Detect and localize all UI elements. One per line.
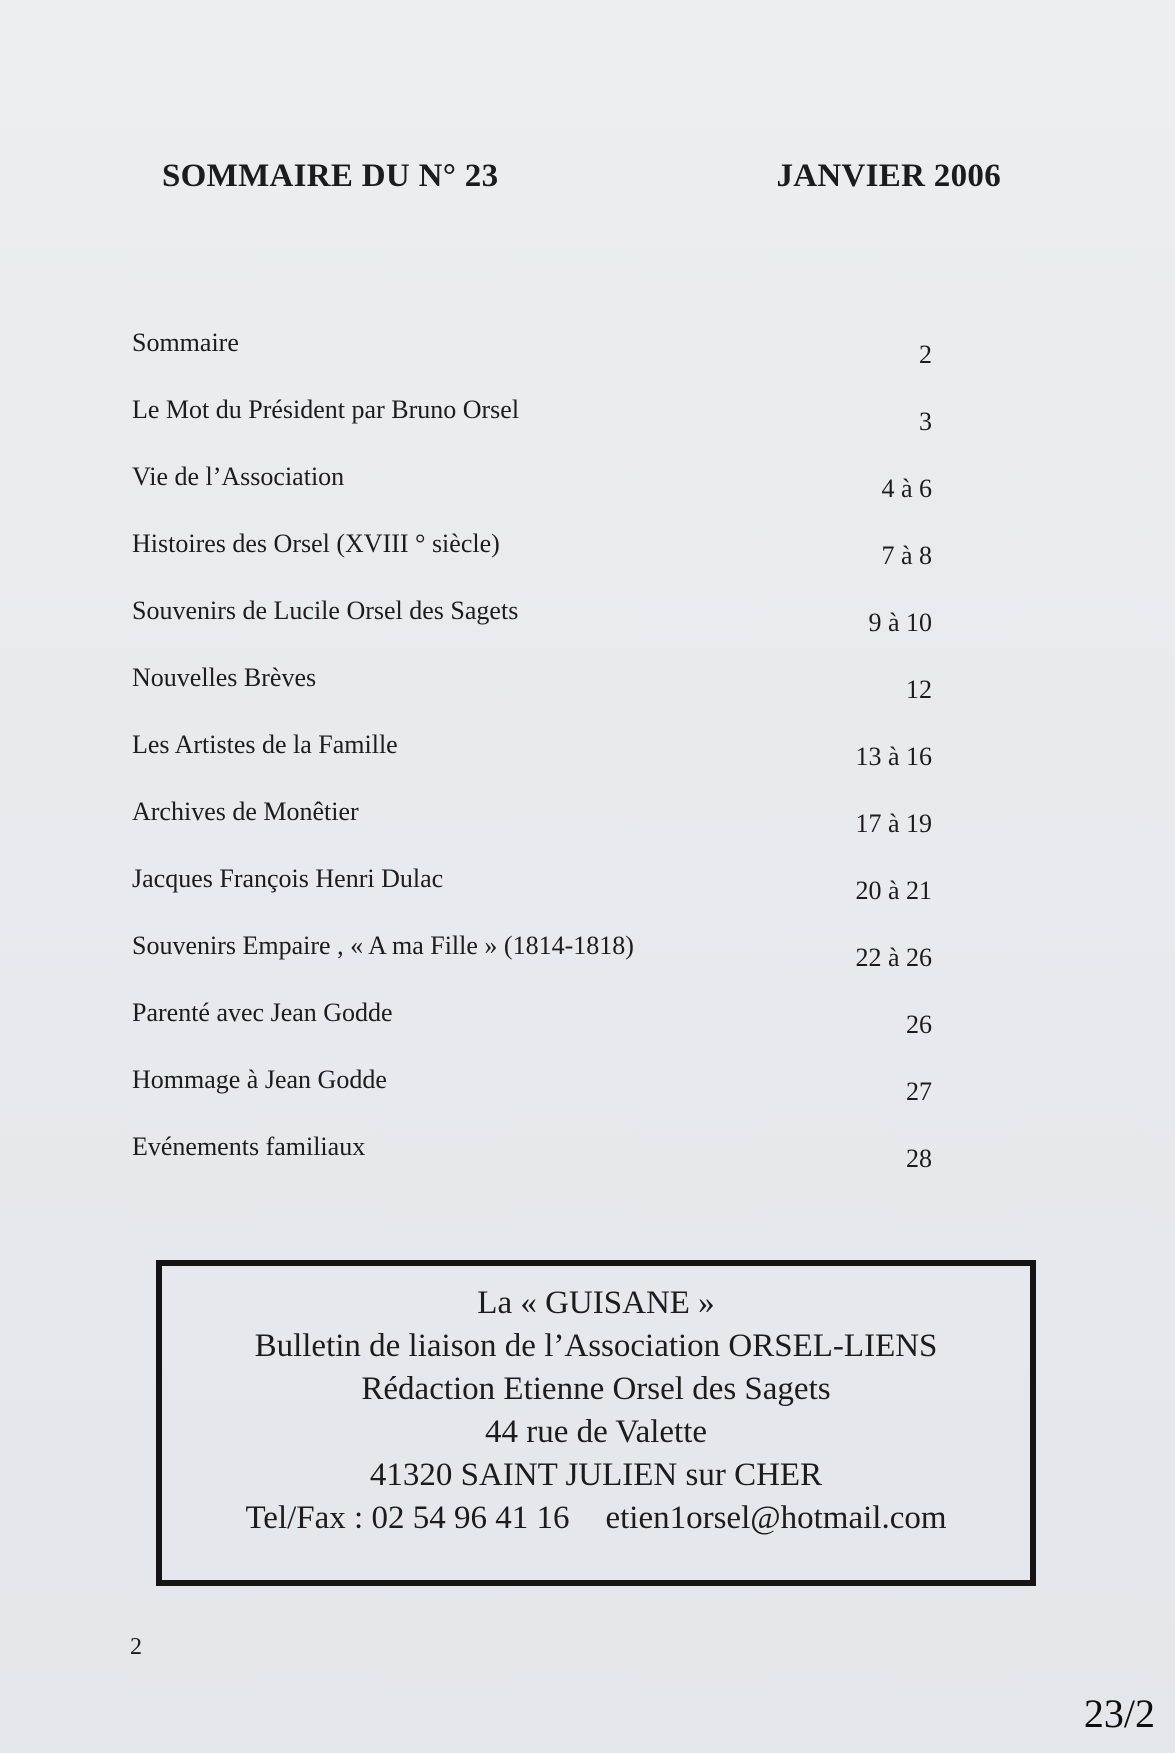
toc-entry-pages: 20 à 21 [855, 876, 932, 905]
toc-entry-pages: 7 à 8 [881, 541, 932, 570]
toc-entry [132, 724, 932, 791]
contact-line [162, 1497, 1030, 1540]
archive-reference: 23/2 [1083, 1691, 1155, 1736]
tel-fax: Tel/Fax : 02 54 96 41 16 [245, 1500, 570, 1536]
toc-entry [132, 791, 932, 858]
toc-entry-title: Souvenirs de Lucile Orsel des Sagets [132, 596, 519, 625]
publication-info-box [156, 1260, 1036, 1586]
toc-entry [132, 322, 932, 389]
toc-entry-pages: 2 [919, 340, 932, 369]
toc-entry-pages: 17 à 19 [855, 809, 932, 838]
street-address: 44 rue de Valette [484, 1414, 708, 1450]
toc-entry [132, 590, 932, 657]
toc-entry [132, 858, 932, 925]
toc-entry-title: Sommaire [132, 328, 239, 357]
toc-entry-title: Parenté avec Jean Godde [132, 998, 393, 1027]
toc-entry-pages: 28 [906, 1144, 932, 1173]
toc-entry [132, 523, 932, 590]
issue-title: SOMMAIRE DU N° 23 [162, 158, 499, 194]
toc-entry-title: Jacques François Henri Dulac [132, 864, 444, 893]
toc-entry-title: Vie de l’Association [132, 462, 345, 491]
header [162, 158, 1001, 195]
toc-entry-pages: 13 à 16 [855, 742, 932, 771]
email-address: etien1orsel@hotmail.com [605, 1500, 947, 1536]
toc-entry-pages: 27 [906, 1077, 932, 1106]
toc-entry-title: Histoires des Orsel (XVIII ° siècle) [132, 529, 500, 558]
table-of-contents [132, 322, 932, 1193]
toc-entry-title: Les Artistes de la Famille [132, 730, 398, 759]
toc-entry-pages: 3 [919, 407, 932, 436]
toc-entry-title: Souvenirs Empaire , « A ma Fille » (1814-1818) [132, 931, 634, 960]
toc-entry-pages: 22 à 26 [855, 943, 932, 972]
bulletin-description: Bulletin de liaison de l’Association ORSEL-LIENS [254, 1328, 938, 1364]
toc-entry [132, 1059, 932, 1126]
page-number: 2 [130, 1634, 142, 1660]
toc-entry [132, 456, 932, 523]
toc-entry-title: Hommage à Jean Godde [132, 1065, 387, 1094]
toc-entry [132, 1126, 932, 1193]
toc-entry-pages: 26 [906, 1010, 932, 1039]
city-address: 41320 SAINT JULIEN sur CHER [369, 1457, 823, 1493]
publication-name: La « GUISANE » [477, 1285, 715, 1321]
toc-entry-title: Nouvelles Brèves [132, 663, 317, 692]
editor-line: Rédaction Etienne Orsel des Sagets [361, 1371, 831, 1407]
toc-entry-title: Evénements familiaux [132, 1132, 366, 1161]
issue-date: JANVIER 2006 [776, 158, 1001, 194]
toc-entry-title: Archives de Monêtier [132, 797, 359, 826]
toc-entry-pages: 9 à 10 [868, 608, 932, 637]
toc-entry [132, 657, 932, 724]
toc-entry [132, 992, 932, 1059]
toc-entry [132, 925, 932, 992]
toc-entry [132, 389, 932, 456]
toc-entry-pages: 4 à 6 [881, 474, 932, 503]
toc-entry-title: Le Mot du Président par Bruno Orsel [132, 395, 520, 424]
toc-entry-pages: 12 [906, 675, 932, 704]
